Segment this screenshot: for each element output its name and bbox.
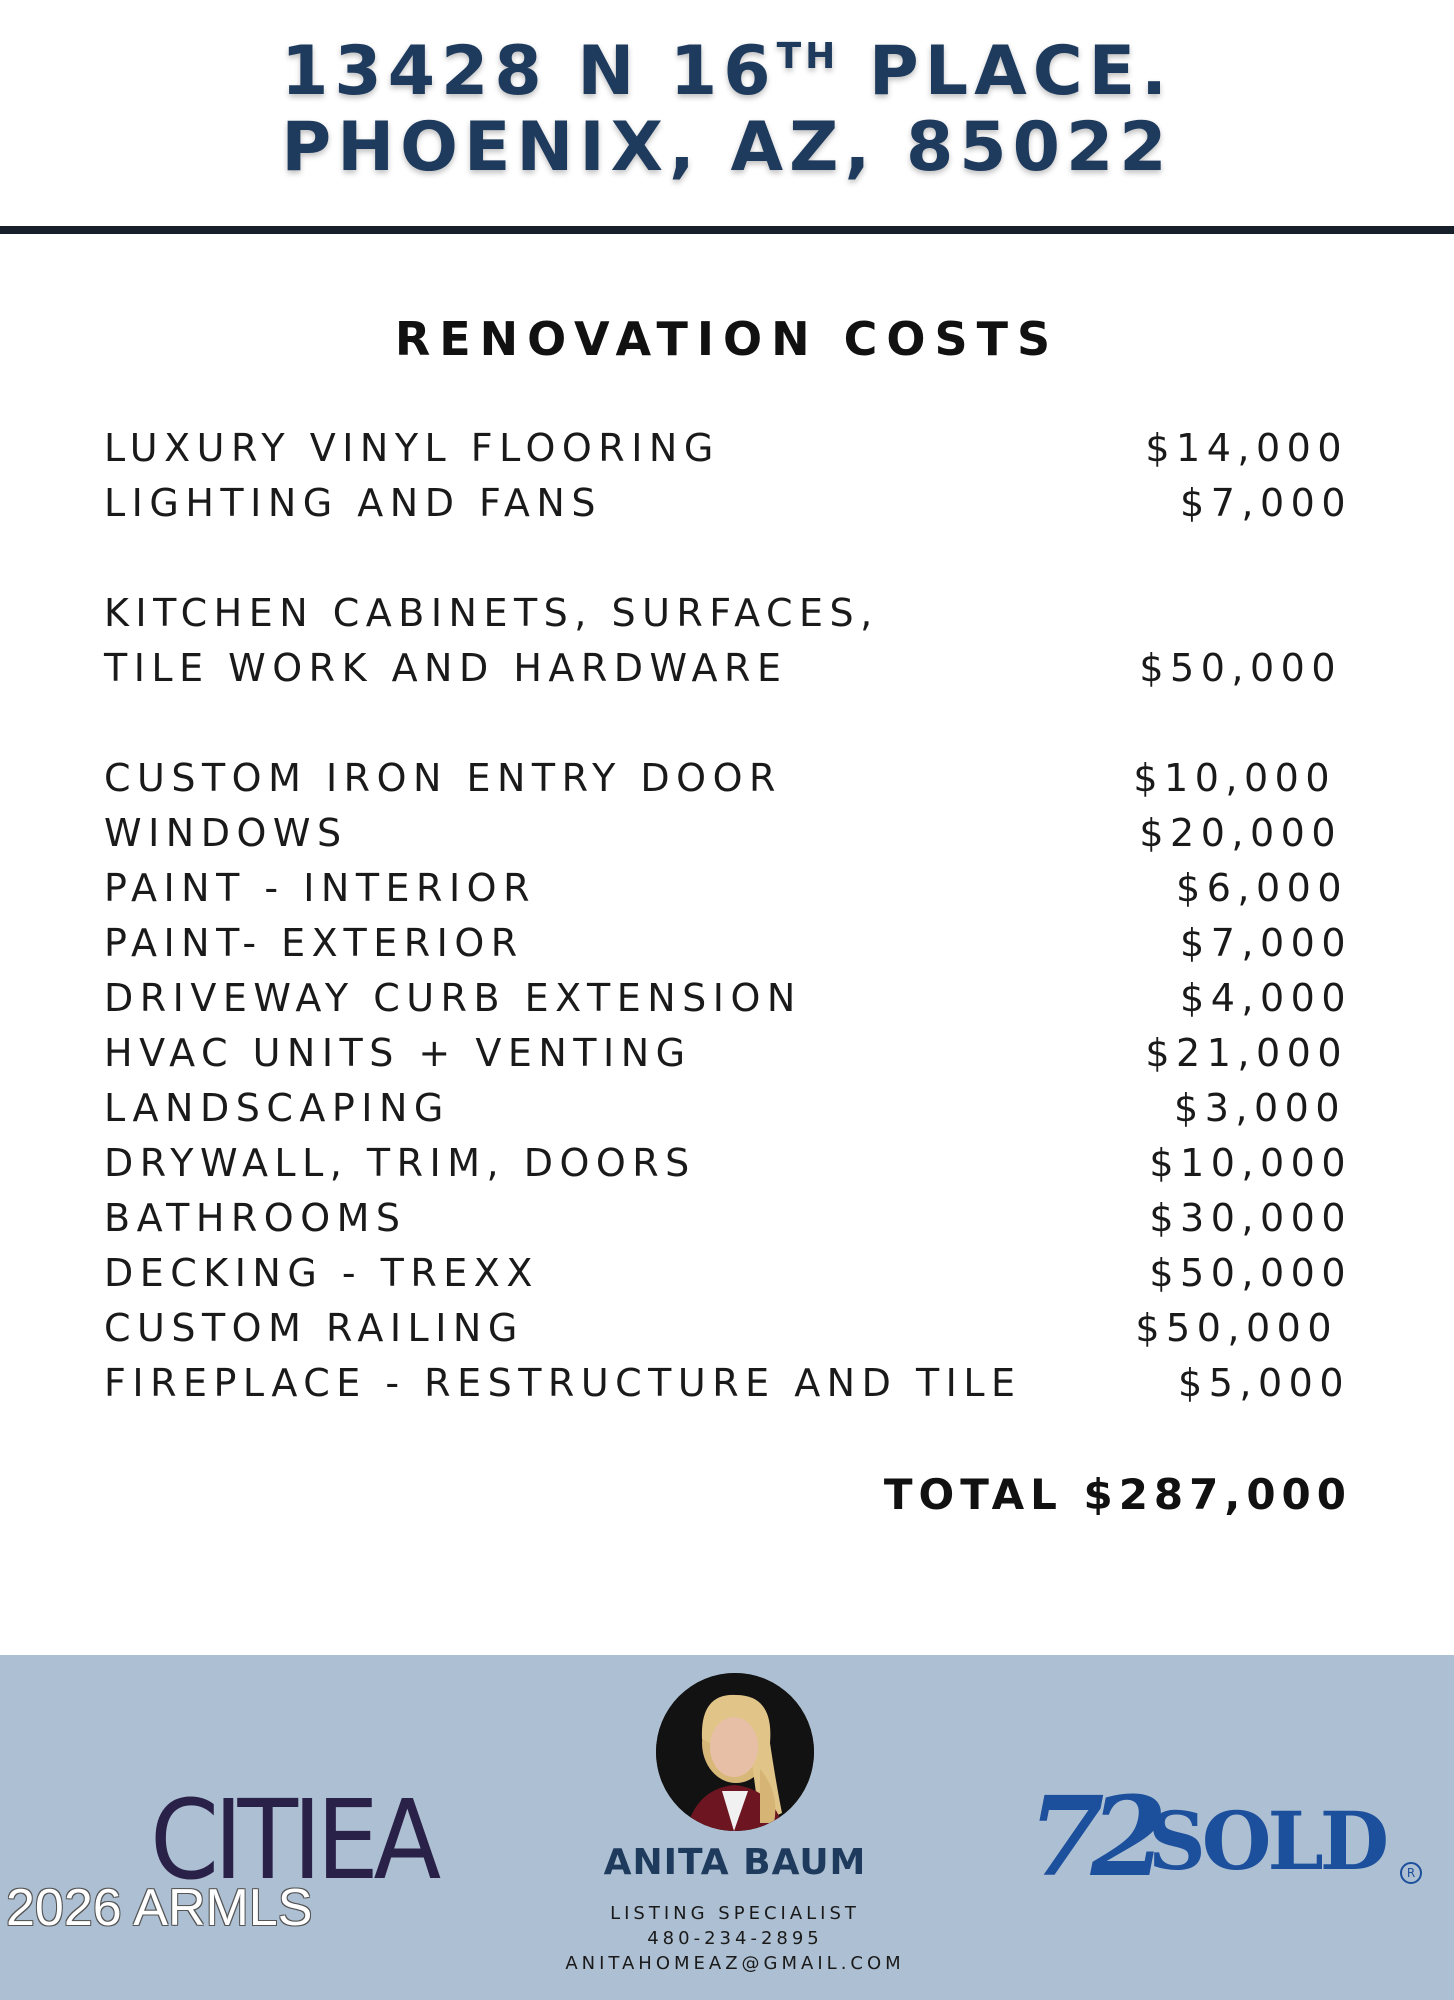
watermark: 2026 ARMLS <box>6 1879 313 1937</box>
cost-label: CUSTOM IRON ENTRY DOOR <box>104 756 782 800</box>
cost-row <box>104 481 1352 531</box>
cost-row <box>104 591 1352 641</box>
cost-amount: $10,000 <box>1133 756 1336 800</box>
total-amount: TOTAL $287,000 <box>883 1470 1352 1519</box>
cost-row <box>104 1306 1352 1356</box>
address-line-1: 13428 N 16TH PLACE. <box>281 32 1173 111</box>
cost-label: TILE WORK AND HARDWARE <box>104 646 788 690</box>
section-title: RENOVATION COSTS <box>394 312 1060 366</box>
header <box>0 0 1454 226</box>
cost-amount: $5,000 <box>1178 1361 1350 1405</box>
citiea-logo: CITIEA <box>150 1776 436 1904</box>
cost-amount: $7,000 <box>1180 921 1352 965</box>
cost-label: HVAC UNITS + VENTING <box>104 1031 692 1075</box>
cost-amount: $14,000 <box>1145 426 1348 470</box>
cost-label: DECKING - TREXX <box>104 1251 539 1295</box>
cost-label: PAINT- EXTERIOR <box>104 921 524 965</box>
cost-row <box>104 426 1352 476</box>
cost-row <box>104 921 1352 971</box>
agent-email: ANITAHOMEAZ@GMAIL.COM <box>565 1953 905 1974</box>
cost-label: LIGHTING AND FANS <box>104 481 602 525</box>
cost-amount: $4,000 <box>1180 976 1352 1020</box>
logo-number: 72 <box>1028 1772 1154 1901</box>
cost-label: LANDSCAPING <box>104 1086 450 1130</box>
cost-amount: $6,000 <box>1176 866 1348 910</box>
cost-label: LUXURY VINYL FLOORING <box>104 426 720 470</box>
cost-row <box>104 811 1352 861</box>
address-line-2: PHOENIX, AZ, 85022 <box>281 108 1173 187</box>
cost-label: DRYWALL, TRIM, DOORS <box>104 1141 696 1185</box>
cost-label: KITCHEN CABINETS, SURFACES, <box>104 591 879 635</box>
cost-label: FIREPLACE - RESTRUCTURE AND TILE <box>104 1361 1022 1405</box>
cost-row <box>104 1141 1352 1191</box>
cost-amount: $10,000 <box>1149 1141 1352 1185</box>
cost-label: BATHROOMS <box>104 1196 407 1240</box>
agent-name: ANITA BAUM <box>603 1842 867 1883</box>
agent-phone: 480-234-2895 <box>647 1928 823 1949</box>
cost-amount: $3,000 <box>1174 1086 1346 1130</box>
cost-amount: $7,000 <box>1180 481 1352 525</box>
cost-row <box>104 1031 1352 1081</box>
cost-row <box>104 866 1352 916</box>
header-divider <box>0 226 1454 234</box>
logo-word: SOLD <box>1148 1794 1386 1888</box>
cost-label: DRIVEWAY CURB EXTENSION <box>104 976 802 1020</box>
cost-row <box>104 1251 1352 1301</box>
cost-row <box>104 976 1352 1026</box>
cost-row <box>104 646 1352 696</box>
cost-row <box>104 1361 1352 1411</box>
cost-row <box>104 1086 1352 1136</box>
cost-row <box>104 756 1352 806</box>
agent-title: LISTING SPECIALIST <box>610 1903 860 1924</box>
cost-amount: $20,000 <box>1139 811 1342 855</box>
72sold-logo <box>1028 1772 1416 1902</box>
cost-amount: $50,000 <box>1135 1306 1338 1350</box>
agent-avatar <box>656 1673 814 1831</box>
cost-label: PAINT - INTERIOR <box>104 866 536 910</box>
cost-row <box>104 1196 1352 1246</box>
cost-amount: $50,000 <box>1139 646 1342 690</box>
cost-amount: $30,000 <box>1149 1196 1352 1240</box>
cost-amount: $21,000 <box>1145 1031 1348 1075</box>
cost-amount: $50,000 <box>1149 1251 1352 1295</box>
registered-mark-icon: R <box>1400 1862 1422 1884</box>
cost-label: CUSTOM RAILING <box>104 1306 524 1350</box>
cost-label: WINDOWS <box>104 811 348 855</box>
agent-portrait-icon <box>656 1673 814 1831</box>
